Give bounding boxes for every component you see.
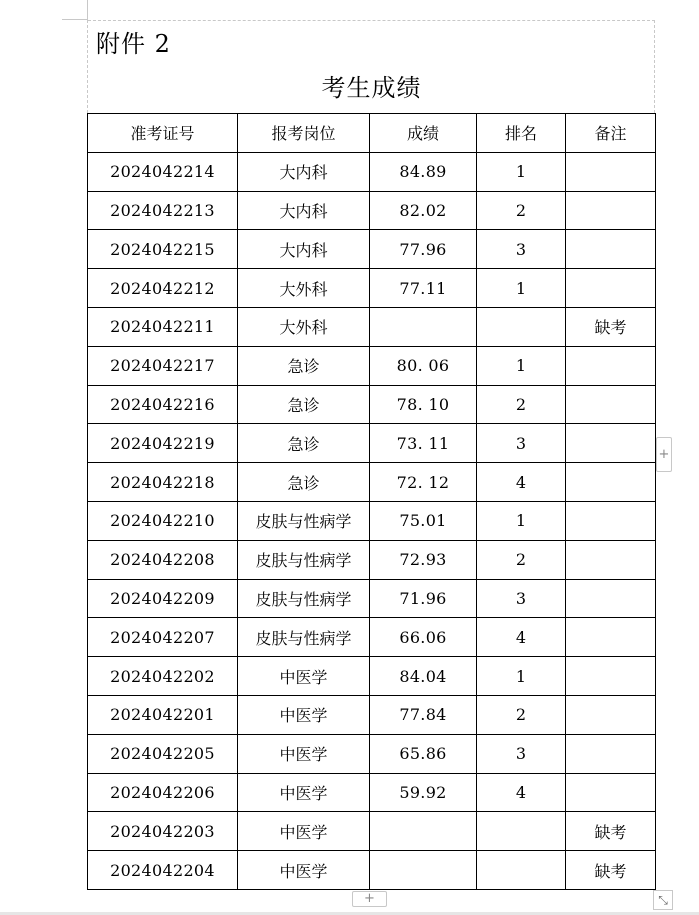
table-header-row: [88, 114, 656, 153]
position-cell: 皮肤与性病学: [238, 501, 370, 540]
header-remarks: 备注: [566, 114, 656, 153]
attachment-label: 附件 2: [96, 30, 171, 58]
rank-cell: 2: [477, 191, 566, 230]
remarks-cell: [566, 191, 656, 230]
table-row: [88, 812, 656, 851]
score-cell: [370, 307, 477, 346]
ticket-number-cell: 2024042209: [88, 579, 238, 618]
position-cell: 大内科: [238, 152, 370, 191]
header-rank: 排名: [477, 114, 566, 153]
resize-icon: ⤡: [658, 893, 668, 907]
table-row: [88, 540, 656, 579]
rank-cell: 1: [477, 657, 566, 696]
table-row: [88, 230, 656, 269]
rank-cell: 1: [477, 346, 566, 385]
ticket-number-cell: 2024042214: [88, 152, 238, 191]
remarks-cell: [566, 385, 656, 424]
plus-icon: +: [364, 891, 375, 906]
rank-cell: [477, 307, 566, 346]
remarks-cell: [566, 424, 656, 463]
score-cell: 82.02: [370, 191, 477, 230]
score-cell: 80. 06: [370, 346, 477, 385]
header-score: 成绩: [370, 114, 477, 153]
score-cell: 77.11: [370, 269, 477, 308]
ticket-number-cell: 2024042207: [88, 618, 238, 657]
score-cell: 78. 10: [370, 385, 477, 424]
score-cell: 77.84: [370, 695, 477, 734]
score-cell: 84.04: [370, 657, 477, 696]
rank-cell: 3: [477, 230, 566, 269]
ticket-number-cell: 2024042211: [88, 307, 238, 346]
table-row: [88, 307, 656, 346]
ticket-number-cell: 2024042213: [88, 191, 238, 230]
table-resize-handle[interactable]: [653, 890, 673, 910]
rank-cell: 3: [477, 579, 566, 618]
ticket-number-cell: 2024042217: [88, 346, 238, 385]
rank-cell: 4: [477, 618, 566, 657]
remarks-cell: [566, 346, 656, 385]
remarks-cell: [566, 501, 656, 540]
table-row: [88, 501, 656, 540]
table-row: [88, 463, 656, 502]
score-cell: 75.01: [370, 501, 477, 540]
score-cell: 66.06: [370, 618, 477, 657]
document-title: 考生成绩: [321, 74, 422, 102]
score-cell: 73. 11: [370, 424, 477, 463]
rank-cell: 2: [477, 540, 566, 579]
ticket-number-cell: 2024042218: [88, 463, 238, 502]
ticket-number-cell: 2024042201: [88, 695, 238, 734]
remarks-cell: 缺考: [566, 851, 656, 890]
remarks-cell: [566, 618, 656, 657]
table-row: [88, 773, 656, 812]
remarks-cell: 缺考: [566, 307, 656, 346]
ticket-number-cell: 2024042208: [88, 540, 238, 579]
rank-cell: 1: [477, 269, 566, 308]
rank-cell: [477, 812, 566, 851]
score-cell: 59.92: [370, 773, 477, 812]
score-cell: 65.86: [370, 734, 477, 773]
position-cell: 急诊: [238, 463, 370, 502]
ticket-number-cell: 2024042203: [88, 812, 238, 851]
table-row: [88, 734, 656, 773]
position-cell: 中医学: [238, 695, 370, 734]
table-row: [88, 579, 656, 618]
table-row: [88, 618, 656, 657]
score-cell: 84.89: [370, 152, 477, 191]
position-cell: 大外科: [238, 307, 370, 346]
position-cell: 大内科: [238, 191, 370, 230]
rank-cell: 1: [477, 501, 566, 540]
remarks-cell: [566, 773, 656, 812]
remarks-cell: [566, 695, 656, 734]
table-body: [88, 152, 656, 889]
rank-cell: [477, 851, 566, 890]
rank-cell: 1: [477, 152, 566, 191]
ticket-number-cell: 2024042205: [88, 734, 238, 773]
position-cell: 急诊: [238, 424, 370, 463]
position-cell: 中医学: [238, 851, 370, 890]
position-cell: 皮肤与性病学: [238, 618, 370, 657]
ticket-number-cell: 2024042202: [88, 657, 238, 696]
remarks-cell: [566, 657, 656, 696]
table-row: [88, 657, 656, 696]
table-row: [88, 695, 656, 734]
remarks-cell: [566, 463, 656, 502]
position-cell: 急诊: [238, 346, 370, 385]
rank-cell: 4: [477, 463, 566, 502]
table-row: [88, 851, 656, 890]
position-cell: 皮肤与性病学: [238, 579, 370, 618]
ticket-number-cell: 2024042210: [88, 501, 238, 540]
position-cell: 大内科: [238, 230, 370, 269]
rank-cell: 3: [477, 424, 566, 463]
position-cell: 中医学: [238, 773, 370, 812]
position-cell: 大外科: [238, 269, 370, 308]
page-margin-top: [88, 20, 655, 21]
score-cell: 72. 12: [370, 463, 477, 502]
ticket-number-cell: 2024042206: [88, 773, 238, 812]
table-row: [88, 346, 656, 385]
ticket-number-cell: 2024042215: [88, 230, 238, 269]
position-cell: 中医学: [238, 812, 370, 851]
table-row: [88, 191, 656, 230]
score-cell: [370, 812, 477, 851]
remarks-cell: [566, 152, 656, 191]
header-ticket-number: 准考证号: [88, 114, 238, 153]
remarks-cell: [566, 579, 656, 618]
remarks-cell: [566, 230, 656, 269]
plus-icon: +: [658, 447, 670, 462]
ticket-number-cell: 2024042216: [88, 385, 238, 424]
rank-cell: 4: [477, 773, 566, 812]
add-column-button[interactable]: [656, 437, 672, 472]
table-row: [88, 385, 656, 424]
ticket-number-cell: 2024042204: [88, 851, 238, 890]
position-cell: 中医学: [238, 734, 370, 773]
remarks-cell: 缺考: [566, 812, 656, 851]
remarks-cell: [566, 540, 656, 579]
table-row: [88, 152, 656, 191]
score-cell: [370, 851, 477, 890]
score-cell: 77.96: [370, 230, 477, 269]
rank-cell: 2: [477, 695, 566, 734]
rank-cell: 3: [477, 734, 566, 773]
remarks-cell: [566, 269, 656, 308]
rank-cell: 2: [477, 385, 566, 424]
ticket-number-cell: 2024042212: [88, 269, 238, 308]
margin-guide-horizontal: [62, 19, 88, 20]
margin-guide-vertical: [87, 0, 88, 20]
remarks-cell: [566, 734, 656, 773]
scores-table: [87, 113, 656, 890]
ticket-number-cell: 2024042219: [88, 424, 238, 463]
add-row-button[interactable]: [352, 891, 387, 907]
table-row: [88, 269, 656, 308]
position-cell: 急诊: [238, 385, 370, 424]
position-cell: 皮肤与性病学: [238, 540, 370, 579]
position-cell: 中医学: [238, 657, 370, 696]
score-cell: 71.96: [370, 579, 477, 618]
score-cell: 72.93: [370, 540, 477, 579]
header-position: 报考岗位: [238, 114, 370, 153]
table-row: [88, 424, 656, 463]
